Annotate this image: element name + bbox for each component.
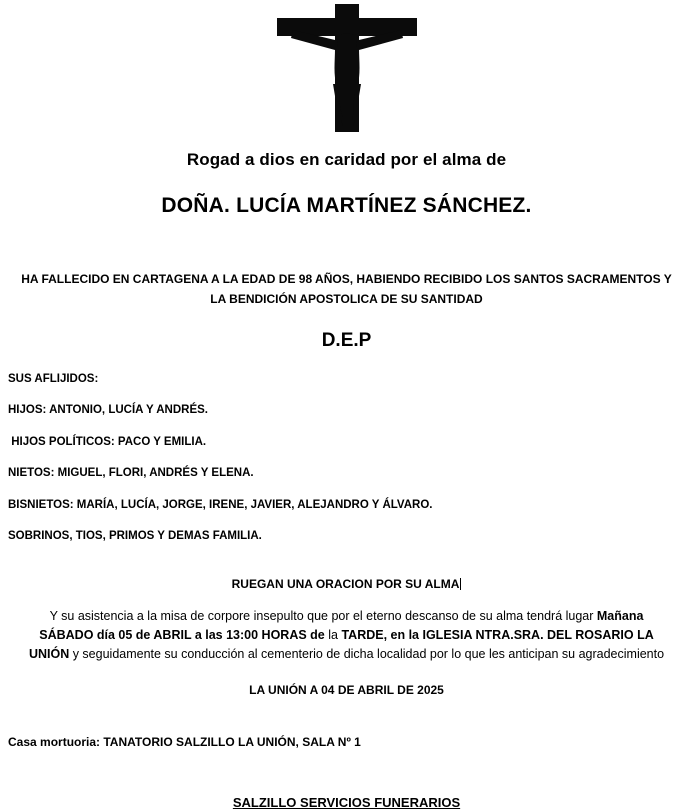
place-and-date: LA UNIÓN A 04 DE ABRIL DE 2025 <box>249 682 444 697</box>
list-item: NIETOS: MIGUEL, FLORI, ANDRÉS Y ELENA. <box>8 467 254 480</box>
list-item: HIJOS POLÍTICOS: PACO Y EMILIA. <box>8 435 207 448</box>
death-notice-text: HA FALLECIDO EN CARTAGENA A LA EDAD DE 98 AÑOS, HABIENDO RECIBIDO LOS SANTOS SACRAMENTOS Y LA BENDICIÓN APOSTOLICA DE SU SANTIDAD <box>21 272 672 306</box>
service-details <box>22 607 671 665</box>
funeral-company-name: SALZILLO SERVICIOS FUNERARIOS <box>232 794 461 810</box>
family-list <box>8 374 693 543</box>
list-item: HIJOS: ANTONIO, LUCÍA Y ANDRÉS. <box>8 404 208 417</box>
service-text-part-1: Y su asistencia a la misa de corpore insepulto que por el eterno descanso de su alma tendrá lugar <box>49 608 597 623</box>
text-cursor <box>460 578 461 590</box>
service-date-time: Mañana SÁBADO día 05 de ABRIL a las 13:00 HORAS de <box>39 608 644 642</box>
funeral-company-footer <box>0 795 693 810</box>
prayer-request <box>0 577 693 591</box>
list-item: SOBRINOS, TIOS, PRIMOS Y DEMAS FAMILIA. <box>8 530 262 543</box>
page-title: Rogad a dios en caridad por el alma de <box>186 150 507 169</box>
deceased-name: DOÑA. LUCÍA MARTÍNEZ SÁNCHEZ. <box>161 194 532 217</box>
service-location: TARDE, en la IGLESIA NTRA.SRA. DEL ROSARIO LA UNIÓN <box>28 627 654 662</box>
list-item: BISNIETOS: MARÍA, LUCÍA, JORGE, IRENE, JAVIER, ALEJANDRO Y ÁLVARO. <box>8 498 433 511</box>
crucifix-image-container <box>0 0 693 132</box>
service-text-part-2: la <box>324 627 342 642</box>
service-text-part-3: y seguidamente su conducción al cementerio de dicha localidad por lo que les anticipan su agradecimiento <box>69 647 665 662</box>
prayer-request-text: RUEGAN UNA ORACION POR SU ALMA <box>231 576 460 591</box>
mortuary-info: Casa mortuoria: TANATORIO SALZILLO LA UNIÓN, SALA Nº 1 <box>8 734 361 749</box>
crucifix-icon <box>267 4 427 132</box>
dep-text: D.E.P <box>321 329 372 351</box>
list-item: SUS AFLIJIDOS: <box>8 372 99 385</box>
